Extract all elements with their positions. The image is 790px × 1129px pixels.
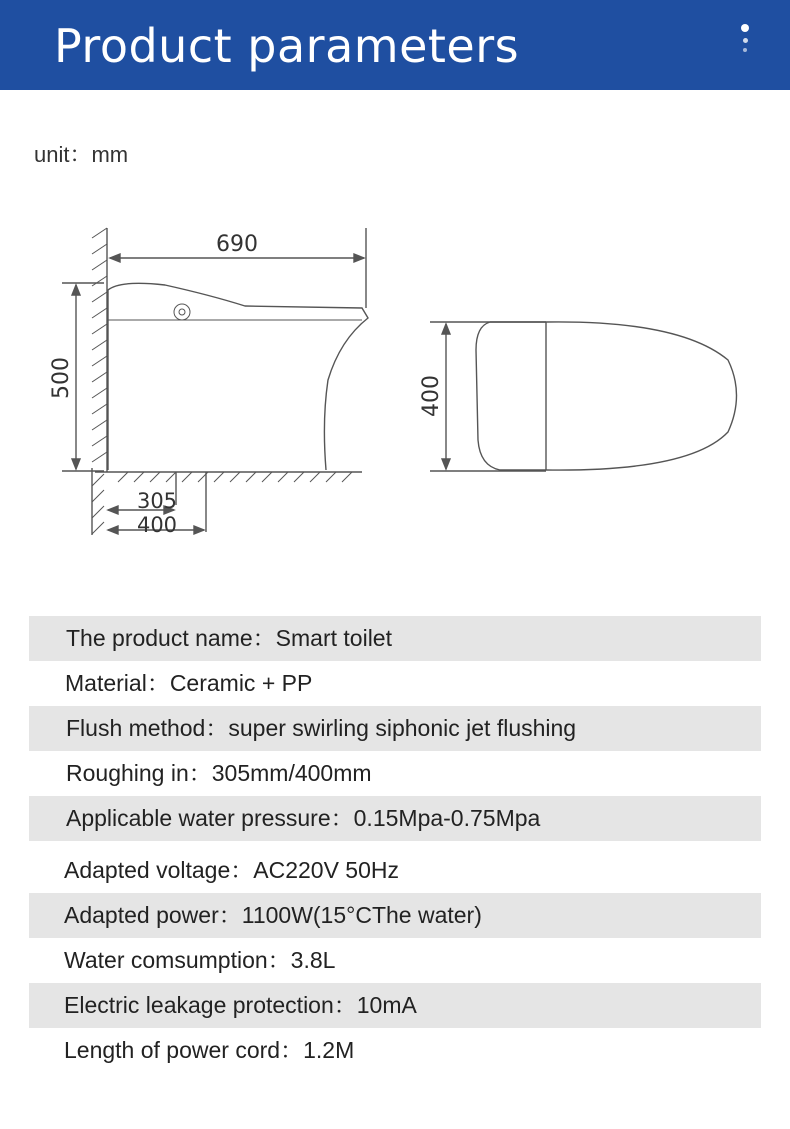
spec-label: Adapted voltage [64,857,231,883]
depth-dimension-label: 400 [419,375,444,417]
spec-row: The product name：Smart toilet [29,616,761,661]
spec-label: Material [65,670,147,696]
spec-row: Material：Ceramic + PP [65,670,313,696]
page-title: Product parameters [54,19,520,73]
spec-value: super swirling siphonic jet flushing [228,715,577,741]
spec-label: Water comsumption [64,947,268,973]
dimension-drawing [0,210,790,560]
vertical-dots-icon[interactable] [738,24,752,60]
spec-label: The product name [66,625,253,651]
spec-value: 10mA [356,992,417,1018]
spec-value: AC220V 50Hz [253,857,399,883]
spec-value: 1100W(15°CThe water) [241,902,482,928]
spec-value: 0.15Mpa-0.75Mpa [353,805,541,831]
width-dimension-label: 690 [216,232,258,257]
spec-label: Electric leakage protection [64,992,334,1018]
spec-table [29,616,761,1073]
spec-row: Water comsumption：3.8L [64,947,336,973]
unit-label: unit：mm [34,142,129,167]
spec-row: Applicable water pressure：0.15Mpa-0.75Mpa [29,796,761,841]
spec-row: Roughing in：305mm/400mm [66,760,372,786]
spec-row: Adapted power：1100W(15°CThe water) [29,893,761,938]
spec-row: Electric leakage protection：10mA [29,983,761,1028]
spec-value: 305mm/400mm [211,760,372,786]
spec-row: Flush method：super swirling siphonic jet flushing [29,706,761,751]
spec-row: Length of power cord：1.2M [64,1037,355,1063]
spec-label: Applicable water pressure [66,805,331,831]
spec-value: Smart toilet [275,625,392,651]
spec-value: 1.2M [303,1037,355,1063]
spec-row: Adapted voltage：AC220V 50Hz [64,857,399,883]
spec-value: 3.8L [290,947,336,973]
spec-label: Adapted power [64,902,219,928]
spec-label: Flush method [66,715,206,741]
spec-value: Ceramic + PP [169,670,313,696]
spec-label: Length of power cord [64,1037,281,1063]
spec-label: Roughing in [66,760,189,786]
height-dimension-label: 500 [49,357,74,399]
page-header [0,0,790,90]
roughing-400-label: 400 [136,513,178,537]
roughing-305-label: 305 [136,489,178,513]
